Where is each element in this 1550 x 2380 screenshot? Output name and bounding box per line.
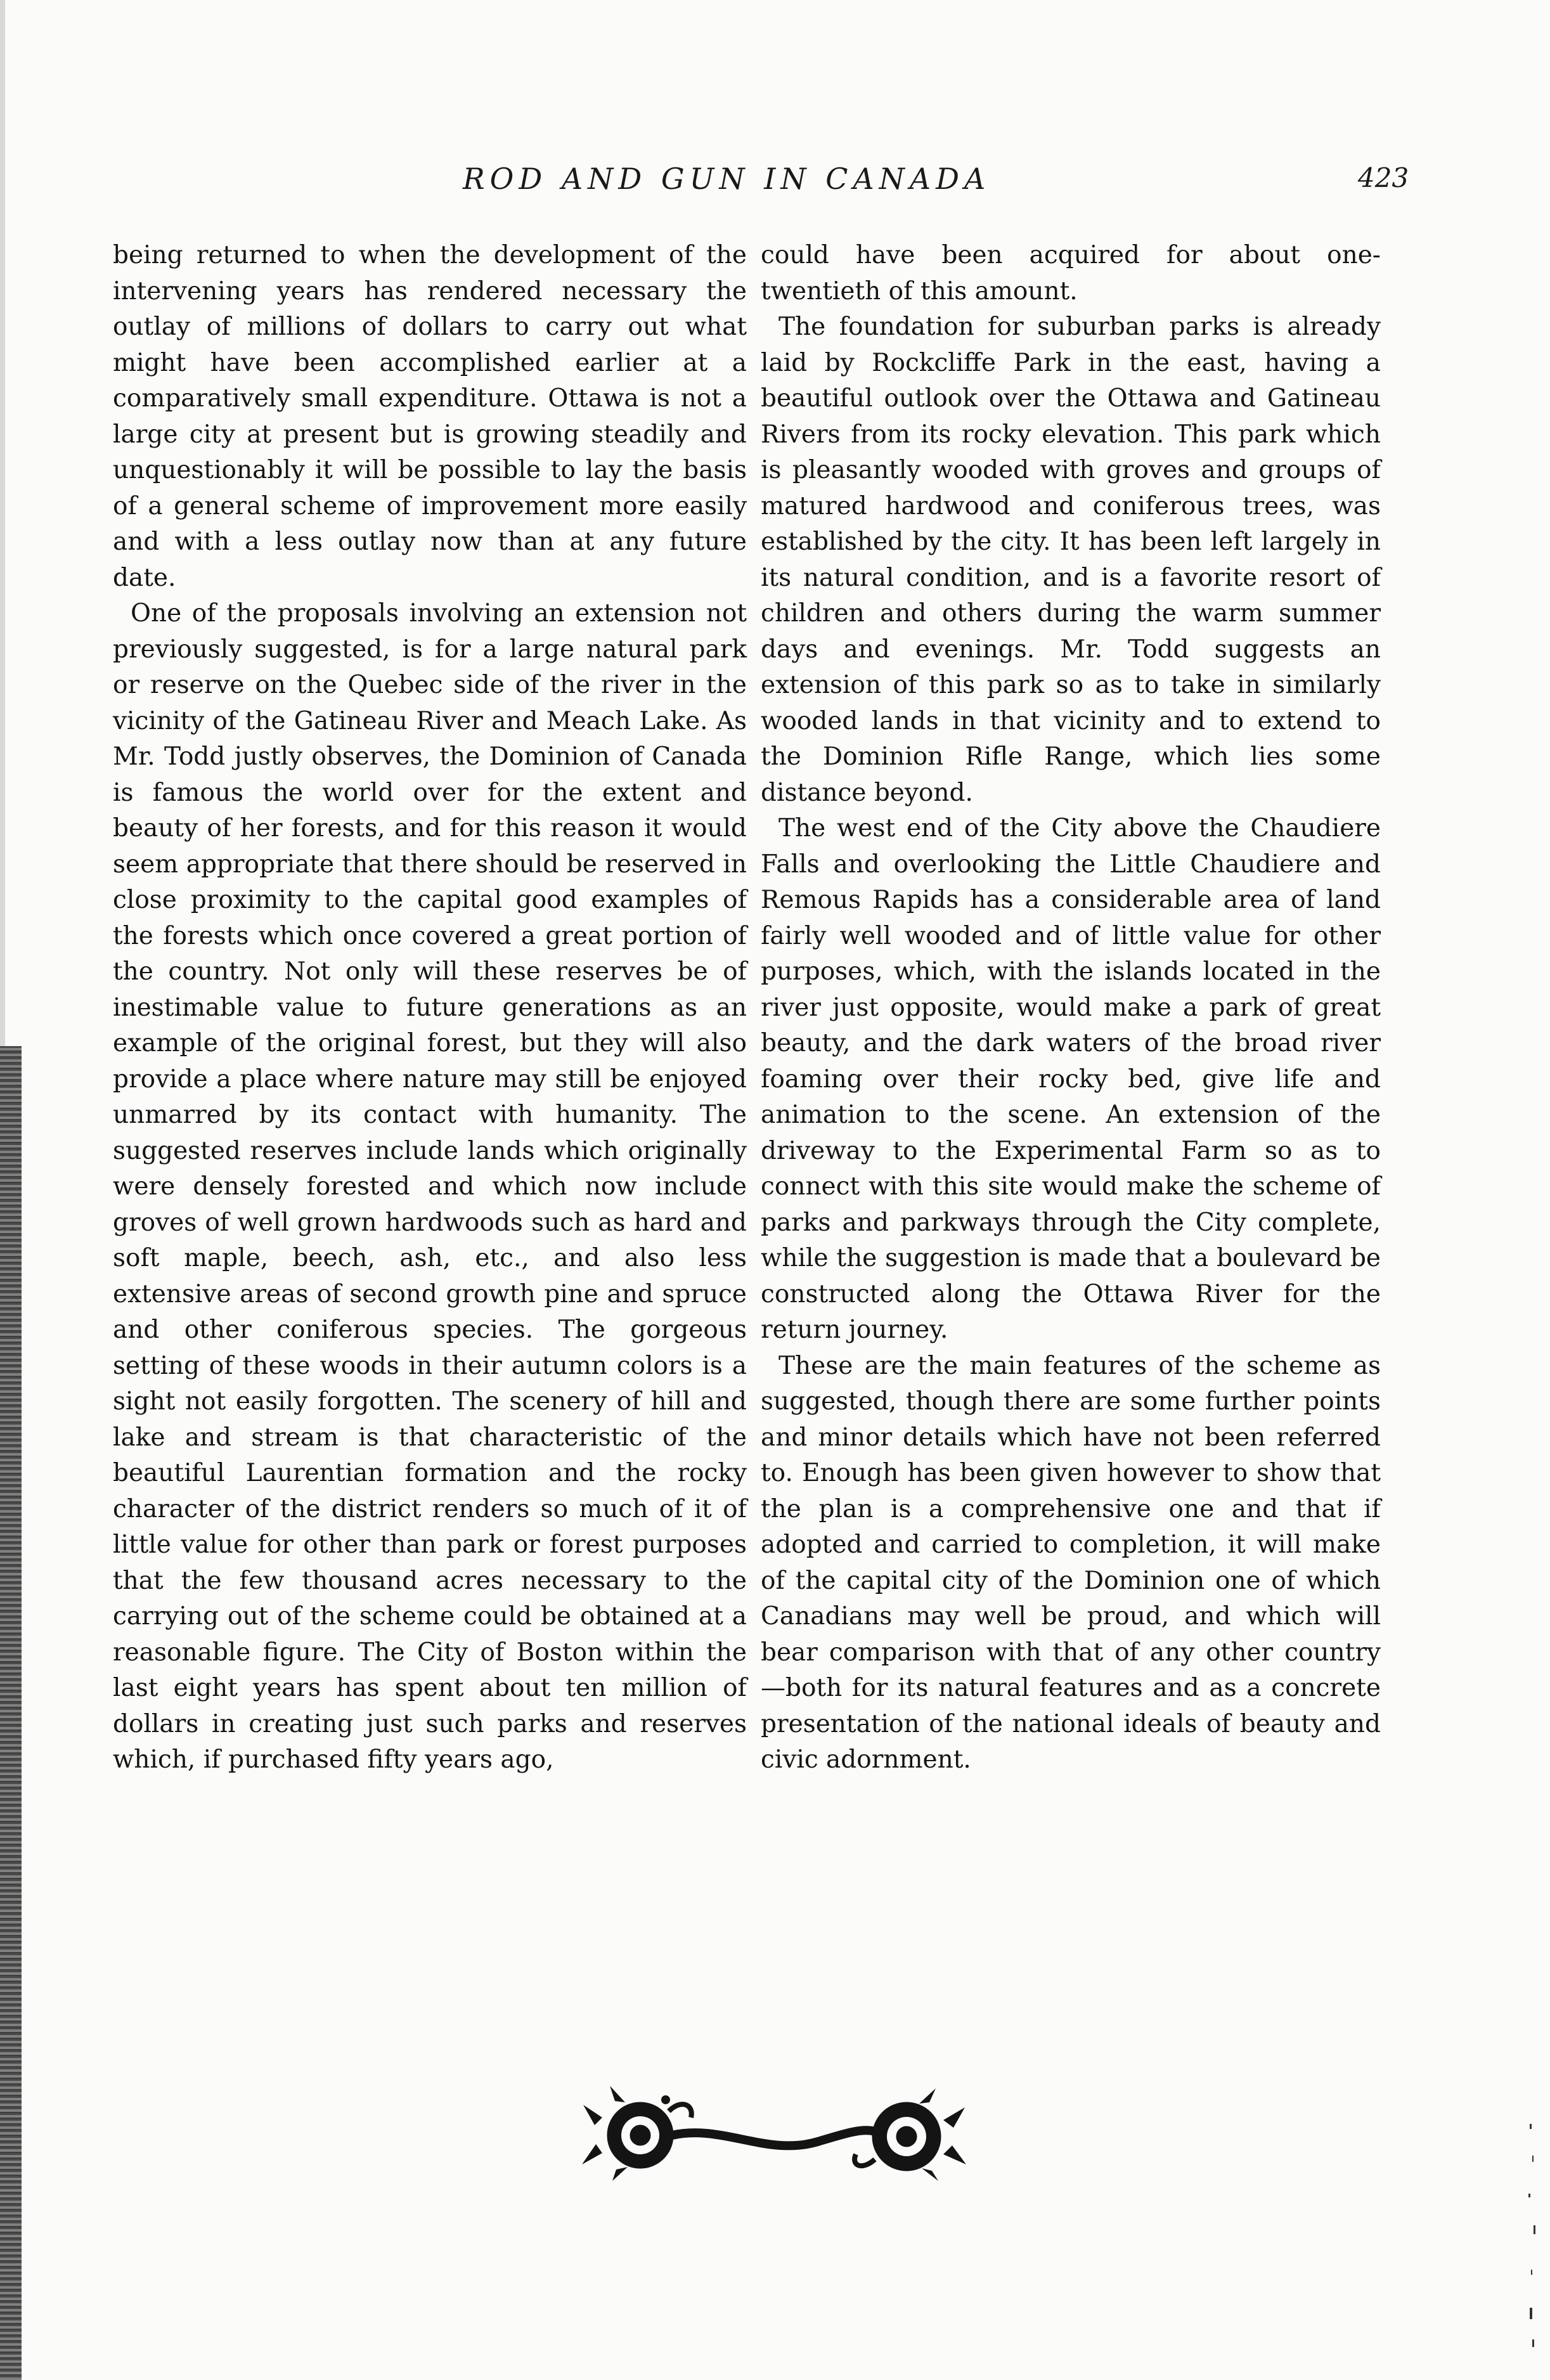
left-column bbox=[113, 238, 747, 1778]
scan-specks bbox=[1518, 2118, 1544, 2365]
left-paragraph-1: being returned to when the development of the intervening years has rendered necessary the outlay of millions of dollars to carry out what might have been accomplished earlier at a comparatively small expenditure. Ottawa is not a large city at present but is growing steadily and unquestionably it will be possible to lay the basis of a general scheme of improvement more easily and with a less outlay now than at any future date. bbox=[113, 241, 747, 592]
page-number: 423 bbox=[1358, 162, 1409, 193]
right-paragraph-4: These are the main features of the scheme as suggested, though there are some further points and minor details which have not been referred to. Enough has been given however to show that the plan is a comprehensive one and that if adopted and carried to completion, it will make of the capital city of the Dominion one of which Canadians may well be proud, and which will bear comparison with that of any other country—both for its natural features and as a concrete presentation of the national ideals of beauty and civic adornment. bbox=[761, 1351, 1381, 1774]
left-paragraph-2: One of the proposals involving an extension not previously suggested, is for a large natural park or reserve on the Quebec side of the river in the vicinity of the Gatineau River and Meach Lake. As Mr. Todd justly observes, the Dominion of Canada is famous the world over for the extent and beauty of her forests, and for this reason it would seem appropriate that there should be reserved in close proximity to the capital good examples of the forests which once covered a great portion of the country. Not only will these reserves be of inestimable value to future generations as an example of the original forest, but they will also provide a place where nature may still be enjoyed unmarred by its contact with humanity. The suggested reserves include lands which originally were densely forested and which now include groves of well grown hardwoods such as hard and soft maple, beech, ash, etc., and also less extensive areas of second growth pine and spruce and other coniferous species. The gorgeous setting of these woods in their autumn colors is a sight not easily forgotten. The scenery of hill and lake and stream is that characteristic of the beautiful Laurentian formation and the rocky character of the district renders so much of it of little value for other than park or forest purposes that the few thousand acres necessary to the carrying out of the scheme could be obtained at a reasonable figure. The City of Boston within the last eight years has spent about ten million of dollars in creating just such parks and reserves which, if purchased fifty years ago, bbox=[113, 599, 747, 1774]
page-binding-edge-upper bbox=[0, 0, 5, 1046]
running-head: ROD AND GUN IN CANADA bbox=[463, 162, 991, 196]
right-paragraph-1: could have been acquired for about one-twentieth of this amount. bbox=[761, 241, 1381, 306]
right-column bbox=[761, 238, 1381, 1778]
right-paragraph-2: The foundation for suburban parks is already laid by Rockcliffe Park in the east, having a beautiful outlook over the Ottawa and Gatineau Rivers from its rocky elevation. This park which is pleasantly wooded with groves and groups of matured hardwood and coniferous trees, was established by the city. It has been left largely in its natural condition, and is a favorite resort of children and others during the warm summer days and evenings. Mr. Todd suggests an extension of this park so as to take in similarly wooded lands in that vicinity and to extend to the Dominion Rifle Range, which lies some distance beyond. bbox=[761, 313, 1381, 807]
page-binding-edge bbox=[0, 1046, 22, 2380]
right-paragraph-3: The west end of the City above the Chaudiere Falls and overlooking the Little Chaudiere and Remous Rapids has a considerable area of land fairly well wooded and of little value for other purposes, which, with the islands located in the river just opposite, would make a park of great beauty, and the dark waters of the broad river foaming over their rocky bed, give life and animation to the scene. An extension of the driveway to the Experimental Farm so as to connect with this site would make the scheme of parks and parkways through the City complete, while the suggestion is made that a boulevard be constructed along the Ottawa River for the return journey. bbox=[761, 814, 1381, 1344]
floral-tailpiece-ornament-icon bbox=[577, 2086, 970, 2181]
